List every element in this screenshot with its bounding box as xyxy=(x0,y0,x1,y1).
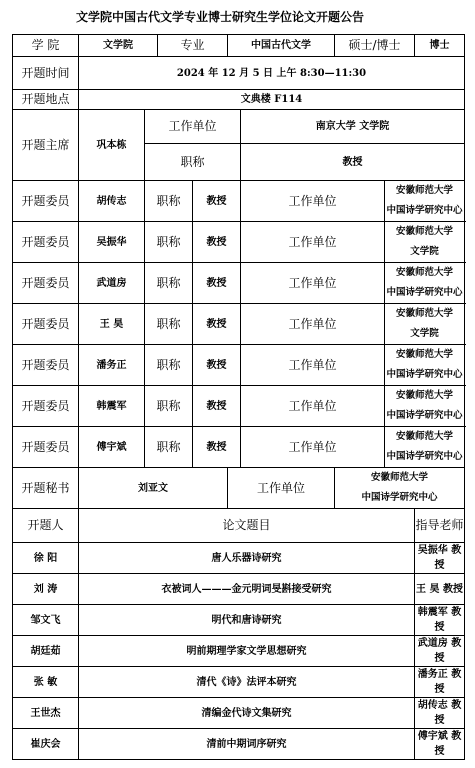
committee-unit-label: 工作单位 xyxy=(241,386,385,427)
committee-row xyxy=(13,222,465,263)
committee-title-label: 职称 xyxy=(145,304,193,345)
committee-unit-unit1: 安徽师范大学 xyxy=(396,185,454,196)
committee-name: 吴振华 xyxy=(79,222,145,263)
chair-name: 巩本栋 xyxy=(79,110,145,181)
committee-row xyxy=(13,263,465,304)
committee-unit-label: 工作单位 xyxy=(241,263,385,304)
committee-title: 教授 xyxy=(193,181,241,222)
committee-title: 教授 xyxy=(193,263,241,304)
thesis-student: 胡廷茹 xyxy=(13,636,79,667)
committee-unit-unit2: 中国诗学研究中心 xyxy=(386,410,463,421)
committee-unit-unit1: 安徽师范大学 xyxy=(396,308,454,319)
committee-unit-label: 工作单位 xyxy=(241,304,385,345)
committee-title-label: 职称 xyxy=(145,345,193,386)
committee-name: 韩震军 xyxy=(79,386,145,427)
school-value: 文学院 xyxy=(79,35,158,57)
announcement-table xyxy=(12,34,465,760)
committee-unit xyxy=(385,263,465,304)
advisor-col-header: 指导老师 xyxy=(415,509,465,543)
committee-unit-unit1: 安徽师范大学 xyxy=(396,267,454,278)
secretary-unit xyxy=(335,468,465,509)
committee-unit-unit2: 中国诗学研究中心 xyxy=(386,205,463,216)
committee-title-label: 职称 xyxy=(145,222,193,263)
thesis-advisor: 胡传志 教授 xyxy=(415,698,465,729)
secretary-unit-unit1: 安徽师范大学 xyxy=(371,472,429,483)
committee-title: 教授 xyxy=(193,304,241,345)
chair-unit-value: 南京大学 文学院 xyxy=(241,110,465,144)
committee-unit-unit2: 文学院 xyxy=(410,328,439,339)
thesis-topic: 明前期理学家文学思想研究 xyxy=(79,636,415,667)
chair-row xyxy=(13,110,465,144)
committee-title: 教授 xyxy=(193,222,241,263)
thesis-student: 邹文飞 xyxy=(13,605,79,636)
thesis-advisor: 傅宇斌 教授 xyxy=(415,729,465,760)
thesis-student: 崔庆会 xyxy=(13,729,79,760)
committee-row xyxy=(13,427,465,468)
place-value: 文典楼 F114 xyxy=(79,90,465,110)
place-row xyxy=(13,90,465,110)
secretary-row xyxy=(13,468,465,509)
committee-unit-label: 工作单位 xyxy=(241,345,385,386)
committee-label: 开题委员 xyxy=(13,222,79,263)
thesis-row xyxy=(13,729,465,760)
thesis-advisor: 王 昊 教授 xyxy=(415,574,465,605)
committee-unit-unit1: 安徽师范大学 xyxy=(396,390,454,401)
committee-name: 潘务正 xyxy=(79,345,145,386)
degree-value: 博士 xyxy=(415,35,465,57)
thesis-topic: 清编金代诗文集研究 xyxy=(79,698,415,729)
secretary-unit-label: 工作单位 xyxy=(228,468,335,509)
chair-title-label: 职称 xyxy=(145,144,241,181)
committee-title: 教授 xyxy=(193,345,241,386)
thesis-topic: 清代《诗》法评本研究 xyxy=(79,667,415,698)
committee-unit-label: 工作单位 xyxy=(241,222,385,263)
committee-unit-unit1: 安徽师范大学 xyxy=(396,431,454,442)
thesis-student: 王世杰 xyxy=(13,698,79,729)
thesis-topic: 明代和唐诗研究 xyxy=(79,605,415,636)
committee-title-label: 职称 xyxy=(145,386,193,427)
time-row xyxy=(13,57,465,90)
chair-title-value: 教授 xyxy=(241,144,465,181)
committee-row xyxy=(13,181,465,222)
committee-label: 开题委员 xyxy=(13,263,79,304)
committee-title-label: 职称 xyxy=(145,181,193,222)
topic-col-header: 论文题目 xyxy=(79,509,415,543)
committee-name: 胡传志 xyxy=(79,181,145,222)
thesis-advisor: 武道房 教授 xyxy=(415,636,465,667)
thesis-topic: 唐人乐器诗研究 xyxy=(79,543,415,574)
committee-unit-unit1: 安徽师范大学 xyxy=(396,226,454,237)
committee-name: 王 昊 xyxy=(79,304,145,345)
thesis-student: 徐 阳 xyxy=(13,543,79,574)
chair-label: 开题主席 xyxy=(13,110,79,181)
committee-name: 傅宇斌 xyxy=(79,427,145,468)
thesis-student: 刘 涛 xyxy=(13,574,79,605)
committee-unit xyxy=(385,345,465,386)
page-title: 文学院中国古代文学专业博士研究生学位论文开题公告 xyxy=(75,10,364,24)
thesis-advisor: 吴振华 教授 xyxy=(415,543,465,574)
committee-label: 开题委员 xyxy=(13,386,79,427)
committee-unit-label: 工作单位 xyxy=(241,427,385,468)
header-row xyxy=(13,35,465,57)
committee-label: 开题委员 xyxy=(13,181,79,222)
thesis-row xyxy=(13,698,465,729)
committee-unit xyxy=(385,181,465,222)
committee-unit xyxy=(385,222,465,263)
committee-label: 开题委员 xyxy=(13,304,79,345)
time-value: 2024 年 12 月 5 日 上午 8:30—11:30 xyxy=(79,57,465,90)
chair-unit-label: 工作单位 xyxy=(145,110,241,144)
degree-label: 硕士/博士 xyxy=(335,35,415,57)
committee-title-label: 职称 xyxy=(145,263,193,304)
committee-unit-unit1: 安徽师范大学 xyxy=(396,349,454,360)
thesis-advisor: 韩震军 教授 xyxy=(415,605,465,636)
secretary-unit-unit2: 中国诗学研究中心 xyxy=(361,492,438,503)
student-col-header: 开题人 xyxy=(13,509,79,543)
committee-unit-unit2: 中国诗学研究中心 xyxy=(386,369,463,380)
committee-unit-label: 工作单位 xyxy=(241,181,385,222)
major-value: 中国古代文学 xyxy=(228,35,335,57)
thesis-student: 张 敏 xyxy=(13,667,79,698)
committee-title-label: 职称 xyxy=(145,427,193,468)
committee-row xyxy=(13,304,465,345)
committee-unit-unit2: 中国诗学研究中心 xyxy=(386,287,463,298)
committee-title: 教授 xyxy=(193,427,241,468)
thesis-row xyxy=(13,574,465,605)
thesis-advisor: 潘务正 教授 xyxy=(415,667,465,698)
committee-row xyxy=(13,345,465,386)
thesis-topic: 衣被词人———金元明词旻斟接受研究 xyxy=(79,574,415,605)
thesis-topic: 清前中期词序研究 xyxy=(79,729,415,760)
thesis-row xyxy=(13,636,465,667)
time-label: 开题时间 xyxy=(13,57,79,90)
committee-unit-unit2: 文学院 xyxy=(410,246,439,257)
place-label: 开题地点 xyxy=(13,90,79,110)
committee-title: 教授 xyxy=(193,386,241,427)
committee-unit xyxy=(385,427,465,468)
committee-name: 武道房 xyxy=(79,263,145,304)
school-label: 学 院 xyxy=(13,35,79,57)
secretary-label: 开题秘书 xyxy=(13,468,79,509)
committee-label: 开题委员 xyxy=(13,345,79,386)
thesis-row xyxy=(13,605,465,636)
major-label: 专业 xyxy=(158,35,228,57)
committee-unit xyxy=(385,386,465,427)
committee-unit xyxy=(385,304,465,345)
committee-unit-unit2: 中国诗学研究中心 xyxy=(386,451,463,462)
thesis-row xyxy=(13,543,465,574)
secretary-name: 刘亚文 xyxy=(79,468,228,509)
thesis-header-row xyxy=(13,509,465,543)
committee-row xyxy=(13,386,465,427)
committee-label: 开题委员 xyxy=(13,427,79,468)
thesis-row xyxy=(13,667,465,698)
